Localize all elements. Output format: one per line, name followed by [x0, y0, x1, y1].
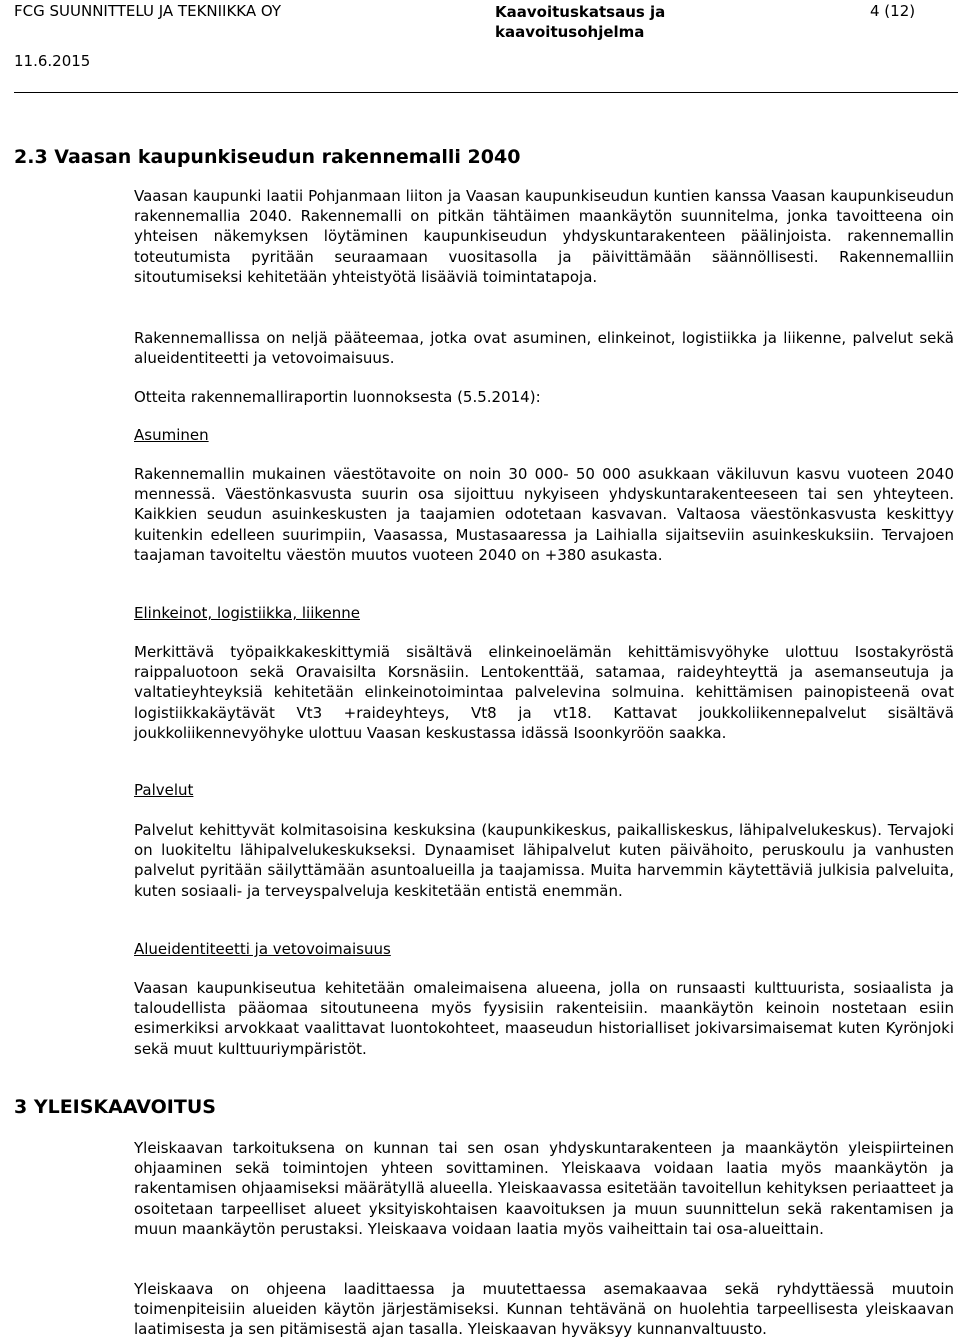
company-name: FCG SUUNNITTELU JA TEKNIIKKA OY — [14, 2, 282, 20]
paragraph-rakennemalli-intro: Vaasan kaupunki laatii Pohjanmaan liiton ja Vaasan kaupunkiseudun kuntien kanssa Vaasan kaupunkiseudun rakennemallia 2040. Rakennemalli on pitkän tähtäimen maankäytön suunnitelma, jonka tavoitteena oin yhteisen näkemyksen löytäminen kaupunkiseudun yhdyskuntarakenteen päälinjoista. rakennemallin toteutumista pyritään seuraamaan vuositasolla ja päivittämään säännöllisesti. Rakennemalliin sitoutumiseksi kehitetään yhteistyötä lisääviä toimintatapoja. — [134, 187, 954, 286]
paragraph-yleiskaava-tarkoitus: Yleiskaavan tarkoituksena on kunnan tai sen osan yhdyskuntarakenteen ja maankäytön yleispiirteinen ohjaaminen sekä toimintojen yhteen sovittaminen. Yleiskaava voidaan laatia myös maankäytön ja rakentamisen ohjaamiseksi määrätyllä alueella. Yleiskaavassa esitetään tavoitellun kehityksen periaatteet ja osoitetaan tarpeelliset alueet yksityiskohtaisen kaavoituksen ja muun suunnittelun sekä rakentamisen ja muun maankäytön perustaksi. Yleiskaava voidaan laatia myös vaiheittain tai osa-alueittain. — [134, 1139, 954, 1238]
subheading-palvelut: Palvelut — [134, 781, 194, 799]
document-date: 11.6.2015 — [14, 52, 91, 70]
page-number: 4 (12) — [870, 2, 916, 20]
subheading-asuminen: Asuminen — [134, 426, 209, 444]
paragraph-otteita: Otteita rakennemalliraportin luonnoksesta (5.5.2014): — [134, 388, 541, 406]
section-heading-2-3: 2.3 Vaasan kaupunkiseudun rakennemalli 2040 — [14, 146, 521, 168]
page-header — [0, 0, 960, 96]
subheading-alueidentiteetti: Alueidentiteetti ja vetovoimaisuus — [134, 940, 391, 958]
header-divider — [14, 92, 958, 93]
paragraph-alueidentiteetti: Vaasan kaupunkiseutua kehitetään omaleimaisena alueena, jolla on runsaasti kulttuurista, sosiaalista ja taloudellista pääomaa sitoutuneena myös fyysisiin rakenteisiin. maankäytön keinoin nostetaan esiin esimerkiksi arvokkaat vaalittavat luontokohteet, maaseudun historialliset jokivarsimaisemat kuten Kyrönjoki sekä muut kulttuuriympäristöt. — [134, 979, 954, 1058]
paragraph-elinkeinot: Merkittävä työpaikkakeskittymiä sisältävä elinkeinoelämän kehittämisvyöhyke ulottuu Isostakyröstä raippaluotoon sekä Oravaisilta Korsnäsiin. Lentokenttää, satamaa, raideyhteyttä ja asemanseutuja ja valtatieyhteyksiä kehitetään elinkeinotoimintaa palvelevina solmuina. kehittämisen painopisteenä ovat logistiikkakäytävät Vt3 +raideyhteys, Vt8 ja vt18. Kattavat joukkoliikennepalvelut sisältävä joukkoliikennevyöhyke ulottuu Vaasan keskustassa idässä Isoonkyröön saakka. — [134, 643, 954, 742]
paragraph-palvelut: Palvelut kehittyvät kolmitasoisina keskuksina (kaupunkikeskus, paikalliskeskus, lähipalvelukeskus). Tervajoki on luokiteltu lähipalvelukeskukseksi. Dynaamiset lähipalvelut kuten päivähoito, peruskoulu ja vanhusten palvelut pyritään säilyttämään asuntoalueilla ja taajamissa. Muita harvemmin käytettäviä julkisia palveluita, kuten sosiaali- ja terveyspalveluja keskitetään entistä enemmän. — [134, 821, 954, 900]
document-title: Kaavoituskatsaus ja kaavoitusohjelma — [495, 3, 666, 41]
subheading-elinkeinot: Elinkeinot, logistiikka, liikenne — [134, 604, 360, 622]
paragraph-paateemat: Rakennemallissa on neljä pääteemaa, jotka ovat asuminen, elinkeinot, logistiikka ja liikenne, palvelut sekä alueidentiteetti ja vetovoimaisuus. — [134, 329, 954, 368]
paragraph-yleiskaava-ohje: Yleiskaava on ohjeena laadittaessa ja muutettaessa asemakaavaa sekä ryhdyttäessä muutoin toimenpiteisiin alueiden käytön järjestämiseksi. Kunnan tehtävänä on huolehtia tarpeellisesta yleiskaavan laatimisesta ja sen pitämisestä ajan tasalla. Yleiskaavan hyväksyy kunnanvaltuusto. — [134, 1280, 954, 1339]
section-heading-3: 3 YLEISKAAVOITUS — [14, 1096, 216, 1118]
paragraph-asuminen: Rakennemallin mukainen väestötavoite on noin 30 000- 50 000 asukkaan väkiluvun kasvu vuoteen 2040 mennessä. Väestönkasvusta suurin osa sijoittuu nykyiseen yhdyskuntarakenteeseen tai sen yhteyteen. Kaikkien seudun asuinkeskusten ja taajamien odotetaan kasvavan. Valtaosa väestönkasvusta keskittyy kuitenkin edelleen suurimpiin, Vaasassa, Mustasaaressa ja Laihialla sijaitseviin asuinkeskuksiin. Tervajoen taajaman tavoiteltu väestön muutos vuoteen 2040 on +380 asukasta. — [134, 465, 954, 564]
